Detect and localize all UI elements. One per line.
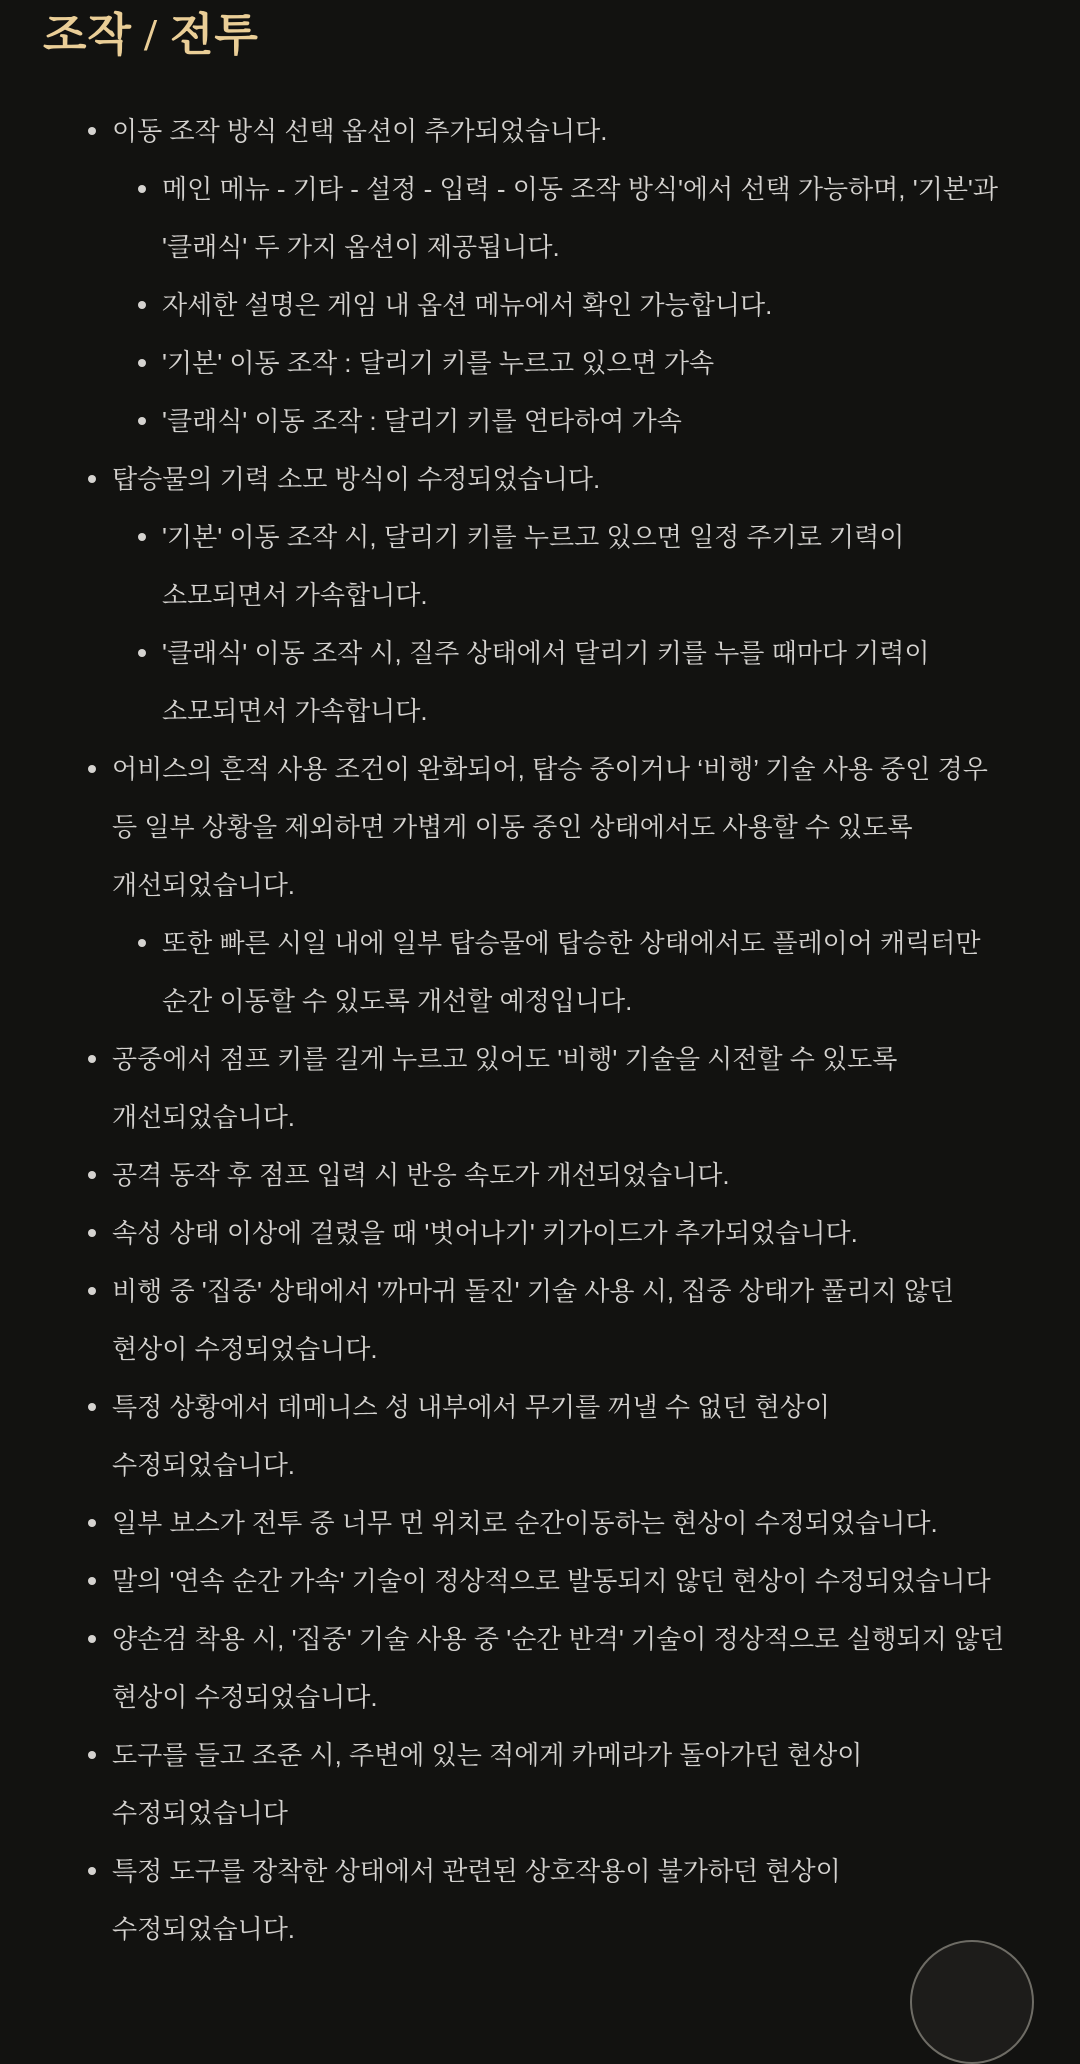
list-item: 공격 동작 후 점프 입력 시 반응 속도가 개선되었습니다.	[87, 1146, 1012, 1204]
list-item: '기본' 이동 조작 시, 달리기 키를 누르고 있으면 일정 주기로 기력이 소모되면서 가속합니다.	[137, 508, 1012, 624]
list-item: 속성 상태 이상에 걸렸을 때 '벗어나기' 키가이드가 추가되었습니다.	[87, 1204, 1012, 1262]
list-item: '클래식' 이동 조작 시, 질주 상태에서 달리기 키를 누를 때마다 기력이 소모되면서 가속합니다.	[137, 624, 1012, 740]
list-item: 일부 보스가 전투 중 너무 먼 위치로 순간이동하는 현상이 수정되었습니다.	[87, 1494, 1012, 1552]
section-title: 조작 / 전투	[43, 10, 259, 60]
list-item: 이동 조작 방식 선택 옵션이 추가되었습니다.	[87, 102, 1012, 160]
list-item: 비행 중 '집중' 상태에서 '까마귀 돌진' 기술 사용 시, 집중 상태가 풀리지 않던 현상이 수정되었습니다.	[87, 1262, 1012, 1378]
patch-notes-list	[43, 102, 1012, 1958]
list-item: 말의 '연속 순간 가속' 기술이 정상적으로 발동되지 않던 현상이 수정되었습니다	[87, 1552, 1012, 1610]
list-item: 어비스의 흔적 사용 조건이 완화되어, 탑승 중이거나 ‘비행’ 기술 사용 중인 경우 등 일부 상황을 제외하면 가볍게 이동 중인 상태에서도 사용할 수 있도록 개선되었습니다.	[87, 740, 1012, 914]
scroll-to-top-button[interactable]	[910, 1940, 1034, 2064]
list-item: '클래식' 이동 조작 : 달리기 키를 연타하여 가속	[137, 392, 1012, 450]
list-item: 또한 빠른 시일 내에 일부 탑승물에 탑승한 상태에서도 플레이어 캐릭터만 순간 이동할 수 있도록 개선할 예정입니다.	[137, 914, 1012, 1030]
list-item: 특정 도구를 장착한 상태에서 관련된 상호작용이 불가하던 현상이 수정되었습니다.	[87, 1842, 1012, 1958]
list-item: 도구를 들고 조준 시, 주변에 있는 적에게 카메라가 돌아가던 현상이 수정되었습니다	[87, 1726, 1012, 1842]
list-item: 자세한 설명은 게임 내 옵션 메뉴에서 확인 가능합니다.	[137, 276, 1012, 334]
list-item: 메인 메뉴 - 기타 - 설정 - 입력 - 이동 조작 방식'에서 선택 가능하며, '기본'과 '클래식' 두 가지 옵션이 제공됩니다.	[137, 160, 1012, 276]
list-item: 탑승물의 기력 소모 방식이 수정되었습니다.	[87, 450, 1012, 508]
list-item: '기본' 이동 조작 : 달리기 키를 누르고 있으면 가속	[137, 334, 1012, 392]
list-item: 양손검 착용 시, '집중' 기술 사용 중 '순간 반격' 기술이 정상적으로 실행되지 않던 현상이 수정되었습니다.	[87, 1610, 1012, 1726]
list-item: 공중에서 점프 키를 길게 누르고 있어도 '비행' 기술을 시전할 수 있도록 개선되었습니다.	[87, 1030, 1012, 1146]
list-item: 특정 상황에서 데메니스 성 내부에서 무기를 꺼낼 수 없던 현상이 수정되었습니다.	[87, 1378, 1012, 1494]
